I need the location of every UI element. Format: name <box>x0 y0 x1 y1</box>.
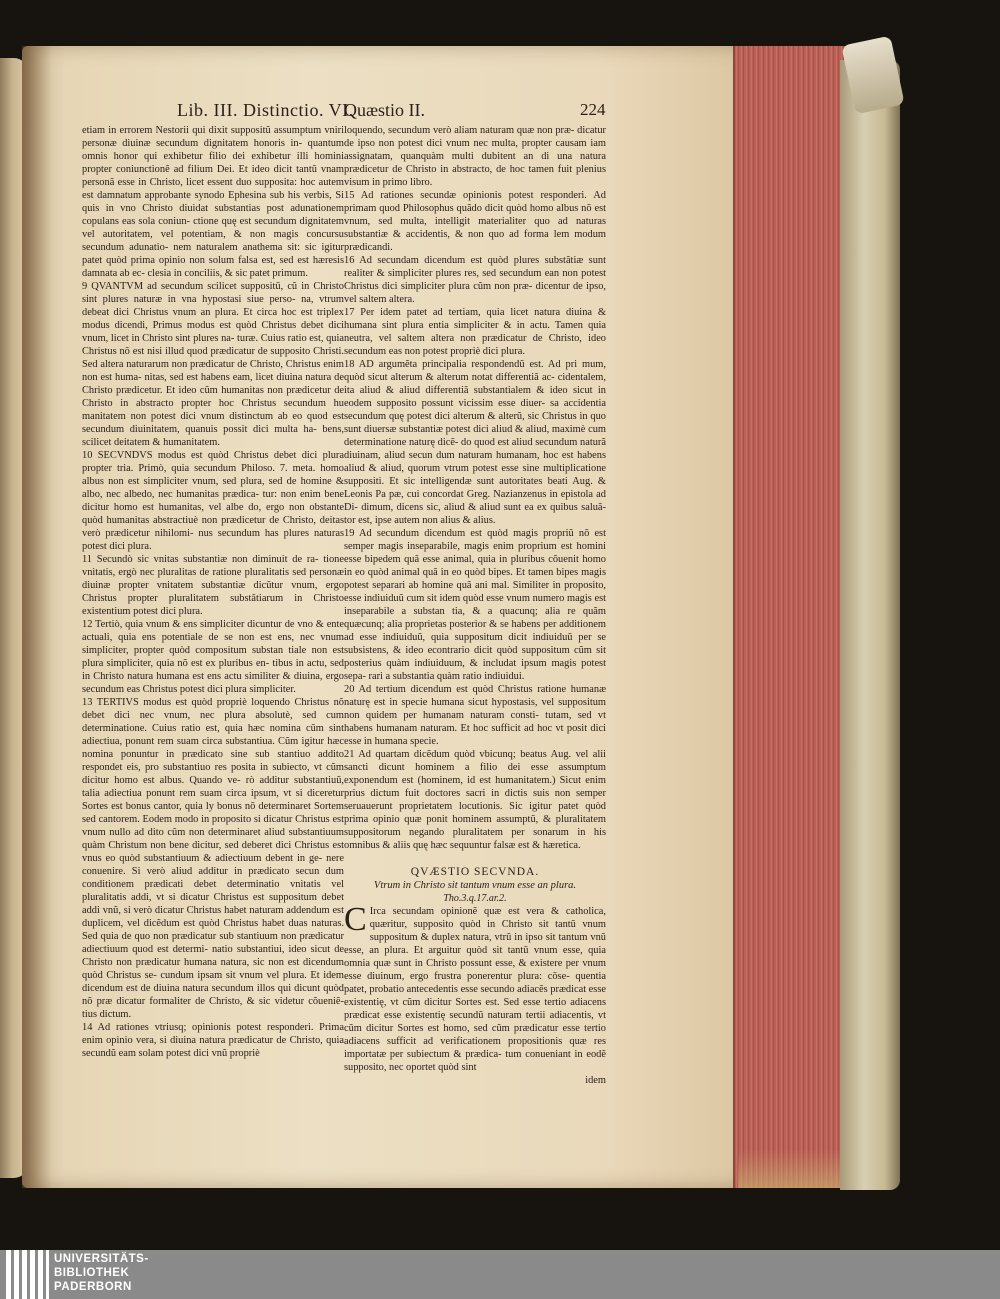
question-body-text: Irca secundam opinionẽ quæ est vera & catholica, quæritur, supposito quòd in Christo sit tantũ vnum suppositum & duplex natura, vtrũ in ipso sit tantum vnũ esse, an plura. Et arguitur quòd sit tantũ vnum esse, quia omnia quæ sunt in Christo possunt esse, & existere per vnum esse diuinum, ergo frustra ponerentur plura: cõse- quentia patet, probatio antecedentis esse secundo adiacẽs prædicat esse existentię, vt cũm dicitur Sortes est. Sed esse tertio adiacens prædicat esse existentię secundũ naturam tertii adiacentis, vt cũm dicitur Sortes est homo, sed cũm prædicatur esse tertio adiacens sufficit ad verificationem propositionis quæ res importatæ per subiectum & prædica- tum conueniant in eodẽ supposito, nec oportet quòd sint <box>344 906 606 1073</box>
page-number: 224 <box>580 100 606 119</box>
paragraph: loquendo, secundum verò aliam naturam quæ non præ- dicatur de ipso non potest dici vnum nec multa, propter causam iam assignatam, quanquàm multi dubitent an di una natura prædicetur de Christo in abstracto, de hoc tamen fuit plenius visum in primo libro. <box>344 125 606 188</box>
paragraph: 18 AD argumẽta principalia respondendũ est. Ad pri mum, quòd sicut alterum & alterum notat differentiã ac- cidentalem, ita aliud & aliud differentiã substantialem & ideo sicut in eodem supposito possunt vicissim esse diuer- sa accidentia secundum quę potest dici alterum & alterũ, sic Christus in quo sunt diuersæ substantiæ potest dici aliud & aliud, maximè cum determinatione naturę dicẽ- do quod est aliud secundum naturã diuinam, aliud secun dum naturam humanam, hoc est habens aliud & aliud, quorum vtrum potest esse sine multiplicatione suppositi. Et sic intelligendæ sunt autoritates beati Aug. & Leonis Pa pæ, cui concordat Greg. Nazianzenus in epistola ad Di- dimum, dicens sic, aliud & aliud sunt ea ex quibus saluã- tor est, ipse autem non alius & alius. <box>344 359 606 526</box>
drop-capital: C <box>344 901 367 938</box>
question-subtitle: Vtrum in Christo sit tantum vnum esse an plura. <box>373 880 577 891</box>
paragraph: 10 SECVNDVS modus est quòd Christus debet dici plura propter tria. Primò, quia secundum Philoso. 7. meta. homo albus non est simpliciter vnum, sed plura, sed de homine & albo, nec albedo, nec humanitas prædica- tur: non enim bene dicitur homo est humanitas, vel albe do, ergo non obstante quòd humanitas abstractiuè non prædicetur de Christo, deitas verò prædicetur nihilomi- nus secundum has plures naturas potest dici plura. <box>82 450 344 552</box>
paragraph: etiam in errorem Nestorii qui dixit suppositũ assumptum vniri personæ diuinæ secundum dignitatem honoris in- quantum omnis honor qui exhibetur filio dei exhibetur illi homini propter coniunctionẽ ad filium Dei. Et ideo dicit tantũ vnam personã esse in Christo, licet essent duo supposita: hoc autem est damnatum approbante synodo Ephesina sub his verbis, Si quis in vno Christo diuidat substantias post adunationem copulans eas sola coniun- ctione quę est secundum dignitatem vel autoritatem, vel potentiam, & non magis concursu secundum adunatio- nem naturalem anathema sit: sic igitur patet quòd prima opinio non solum falsa est, sed est hæresis damnata ab ec- clesia in conciliis, & sic patet primum. <box>82 125 344 279</box>
paragraph: 13 TERTIVS modus est quòd propriè loquendo Christus nõ debet dici nec vnum, nec plura absolutè, sed cum determinatione. Cuius ratio est, quia hæc nomina cũm sint adiectiua, ponunt rem suam circa substantiua. Cũm igitur hæc nomina ponuntur in prædicato sine sub stantiuo addito respondet eis, pro substantiuo res posita in subiecto, vt cũm dicitur homo est albus. Quando ve- rò additur substantiuũ, talia adiectiua ponunt rem suam circa ipsum, vt si diceretur Sortes est bonus cantor, quia ly bonus nõ determinaret Sortem sed cantorem. Eodem modo in proposito si dicatur Christus est vnum nullo ad dito cũm non determinaret aliud substantiuum quàm Christum non bene dicitur, sed deberet dici Christus est vnus eo quòd substantiuum & adiectiuum debent in ge- nere conuenire. Si verò aliud additur in prædicato secun dum conditionem prædicati debet determinatio vnitatis vel pluralitatis addi, vt si dicatur Christus est suppositum debet addi vnũ, si verò dicatur Christus habet naturam addendum est duplicem, vel dicẽdum est quòd Christus habet duas naturas. Sed quia de quo non prædicatur sub stantiuum non prædicatur adiectiuum quod est determi- natio substantiui, ideo sicut de Christo non prædicatur humana natura, sic non est dicendum quòd Christus se- cundum ipsam sit vnum vel plura. Et idem dicendum est de diuina natura secundum illos qui dicunt quòd nõ præ dicatur formaliter de Christo, & sic videtur cõueniẽ- tius dictum. <box>82 697 344 1020</box>
logo-line: BIBLIOTHEK <box>54 1267 130 1279</box>
left-text-column <box>82 124 344 1060</box>
library-logo-text <box>54 1252 149 1294</box>
paragraph: 12 Tertiò, quia vnum & ens simpliciter dicuntur de vno & ente actuali, quia ens potentiale de se non est ens, nec vnum simpliciter, propter quòd compositum substan tiale non est plura simpliciter, quia nõ est ex pluribus en- tibus in actu, sed in Christo natura humana est ens actu similiter & diuina, ergo secundum eas Christus potest dici plura simpliciter. <box>82 619 344 695</box>
paragraph: 19 Ad secundum dicendum est quòd magis propriũ nõ est semper magis inseparabile, magis enim proprium est homini esse bipedem quã esse animal, quia in pluribus cõuenit homo in eo quòd animal quã in eo quòd bipes. Et tamen bipes magis potest separari ab homine quã ani mal. Similiter in proposito, esse indiuiduũ cum sit idem quòd esse vnum numero magis est inseparabile a substan tia, & a quacunq; alia re quãm quæcunq; alia proprietas posterior & se habens per additionem ad esse indiuiduũ, quia suppositum dicit indiuiduũ per se subsistens, & ideo econtrario dicit quòd suppositum cũm sit posterius quàm indiuiduum, & includat ipsum magis potest sepa- rari a substantia quàm ratio indiuidui. <box>344 528 606 682</box>
page-text-block <box>82 100 622 1086</box>
question-body <box>344 901 606 1074</box>
paragraph: 21 Ad quartam dicẽdum quòd vbicunq; beatus Aug. vel alii sancti dicunt hominem a filio dei esse assumptum exponendum est (hominem, id est humanitatem.) Sicut enim prius dictum fuit doctores sacri in dictis suis non semper seruauerunt proprietatem locutionis. Sic igitur patet quòd prima opinio quæ ponit hominem assumptũ, & pluralitatem suppositorum negando pluralitatem per sonarum in his omnibus & aliis quę hæc sequuntur falsæ est & hæretica. <box>344 749 606 851</box>
page-edges-lower <box>738 1150 848 1188</box>
logo-line: PADERBORN <box>54 1281 132 1293</box>
logo-line: UNIVERSITÄTS- <box>54 1253 149 1265</box>
paragraph: 15 Ad rationes secundæ opinionis potest responderi. Ad primam quod Philosophus quãdo dicit quòd homo albus nõ est vnum, sed multa, intelligit materialiter quo ad naturas substantiæ & accidentis, & non quo ad forma lem modum prædicandi. <box>344 190 606 253</box>
paragraph: 16 Ad secundam dicendum est quòd plures substãtiæ sunt realiter & simpliciter plures res, sed secundum ean non potest Christus dici simpliciter plura cũm non præ- dicentur de ipso, vel saltem altera. <box>344 255 606 305</box>
running-header-right: Quæstio II. <box>344 100 425 120</box>
running-header-left: Lib. III. Distinctio. VI. <box>177 100 354 120</box>
paragraph: 20 Ad tertium dicendum est quòd Christus ratione humanæ naturę est in specie humana sicut hypostasis, vel suppositum non quidem per humanam naturam consti- tutam, sed vt habens humanam naturam. Et hoc sufficit ad hoc vt posit dici esse in humana specie. <box>344 684 606 747</box>
footer-strip <box>0 1250 1000 1299</box>
question-reference: Tho.3.q.17.ar.2. <box>443 893 507 904</box>
catchword: idem <box>585 1075 606 1086</box>
question-heading: QVÆSTIO SECVNDA. <box>410 866 540 878</box>
library-logo-icon <box>6 1250 50 1299</box>
paragraph: 17 Per idem patet ad tertiam, quia licet natura diuina & humana sint plura entia simpliciter & in actu. Tamen quia neutra, vel saltem altera non prædicatur de Christo, ideo secundum eas non potest propriè dici plura. <box>344 307 606 357</box>
right-text-column <box>344 124 606 1087</box>
page-gutter-shadow <box>22 46 52 1188</box>
paragraph: 9 QVANTVM ad secundum scilicet suppositũ, cũ in Christo sint plures naturæ in vna hypostasi siue perso- na, vtrum debeat dici Christus vnum an plura. Et circa hoc est triplex modus dicendi, Primus modus est quòd Christus debet dici vnum, licet in Christo sint plures na- turæ. Cuius ratio est, quia Christus nõ est nisi illud quod prædicatur de supposito Christi. Sed altera naturarum non prædicatur de Christo, Christus enim non est huma- nitas, sed est habens eam, licet diuina natura de Christo prædicetur. Et ideo cũm humanitas non prædicetur de Christo in abstracto propter hoc Christus secundum hu manitatem non potest dici vnum distinctum ab eo quod est secundum diuinitatem, quanuis possit dici multa ha- bens, scilicet deitatem & humanitatem. <box>82 281 344 448</box>
vellum-binding <box>840 60 900 1190</box>
red-page-edges <box>733 46 850 1188</box>
paragraph: 14 Ad rationes vtriusq; opinionis potest responderi. Prima enim opinio vera, si diuina natura prædicatur de Christo, quia secundũ eam solam potest dici vnũ propriè <box>82 1022 344 1059</box>
paragraph: 11 Secundò sic vnitas substantiæ non diminuit de ra- tione vnitatis, ergò nec pluralitas de ratione pluralitatis sed personæ diuinæ propter vnitatem substantiæ dicũtur vnum, ergo Christus propter pluralitatem substãtiarum in Christo existentium potest dici plura. <box>82 554 344 617</box>
